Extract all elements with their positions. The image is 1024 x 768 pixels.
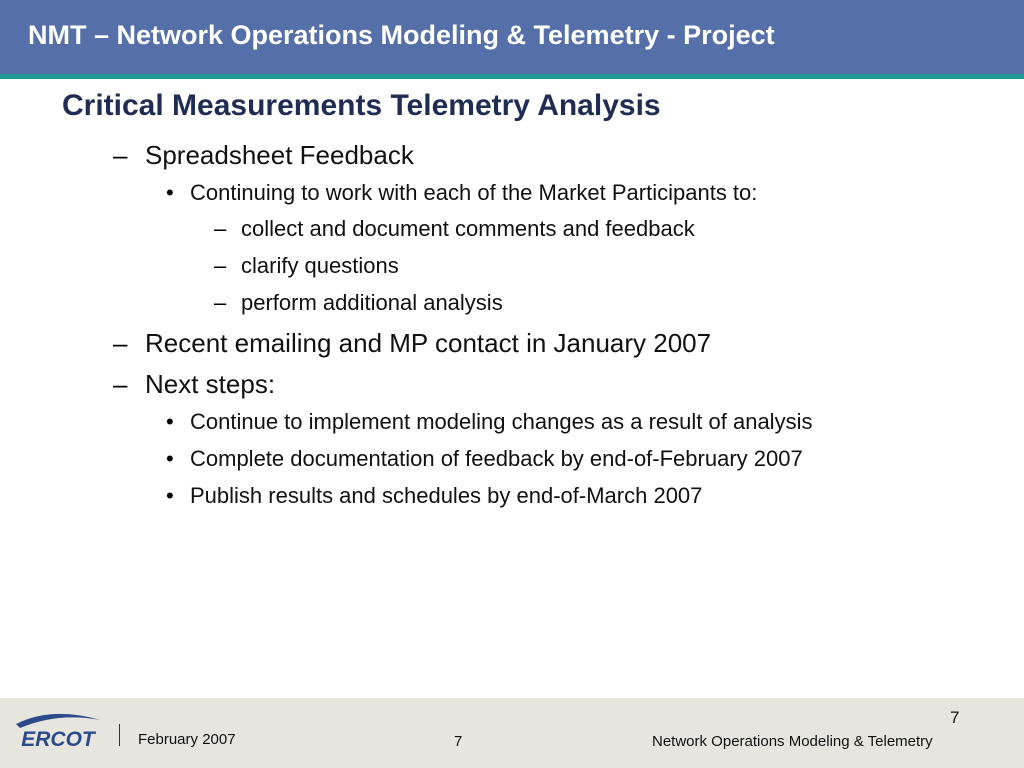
list-item: Continue to implement modeling changes as a result of analysis bbox=[190, 409, 813, 434]
bullet-marker: • bbox=[166, 446, 174, 471]
footer-title: Network Operations Modeling & Telemetry bbox=[652, 733, 933, 750]
content-title: Critical Measurements Telemetry Analysis bbox=[62, 89, 661, 122]
footer-date: February 2007 bbox=[138, 731, 236, 748]
list-item: Spreadsheet Feedback bbox=[145, 140, 414, 170]
bullet-marker: • bbox=[166, 409, 174, 434]
dash-marker: – bbox=[113, 140, 128, 170]
list-item: Next steps: bbox=[145, 369, 276, 399]
bullet-marker: • bbox=[166, 180, 174, 205]
dash-marker: – bbox=[214, 253, 227, 278]
dash-marker: – bbox=[214, 290, 227, 315]
list-item: collect and document comments and feedback bbox=[241, 216, 695, 241]
footer-page-number: 7 bbox=[454, 733, 463, 750]
header-title: NMT – Network Operations Modeling & Telemetry - Project bbox=[28, 20, 775, 50]
slide-number: 7 bbox=[950, 708, 960, 727]
list-item: Recent emailing and MP contact in January 2007 bbox=[145, 328, 712, 358]
dash-marker: – bbox=[113, 328, 128, 358]
footer-divider bbox=[119, 724, 120, 746]
list-item: Publish results and schedules by end-of-March 2007 bbox=[190, 483, 703, 508]
list-item: Complete documentation of feedback by end-of-February 2007 bbox=[190, 446, 803, 471]
header-accent-stripe bbox=[0, 74, 1024, 79]
logo-wordmark: ERCOT bbox=[21, 728, 95, 751]
dash-marker: – bbox=[113, 369, 128, 399]
ercot-logo bbox=[12, 708, 104, 752]
dash-marker: – bbox=[214, 216, 227, 241]
list-item: Continuing to work with each of the Market Participants to: bbox=[190, 180, 758, 205]
list-item: clarify questions bbox=[241, 253, 399, 278]
bullet-marker: • bbox=[166, 483, 174, 508]
list-item: perform additional analysis bbox=[241, 290, 503, 315]
